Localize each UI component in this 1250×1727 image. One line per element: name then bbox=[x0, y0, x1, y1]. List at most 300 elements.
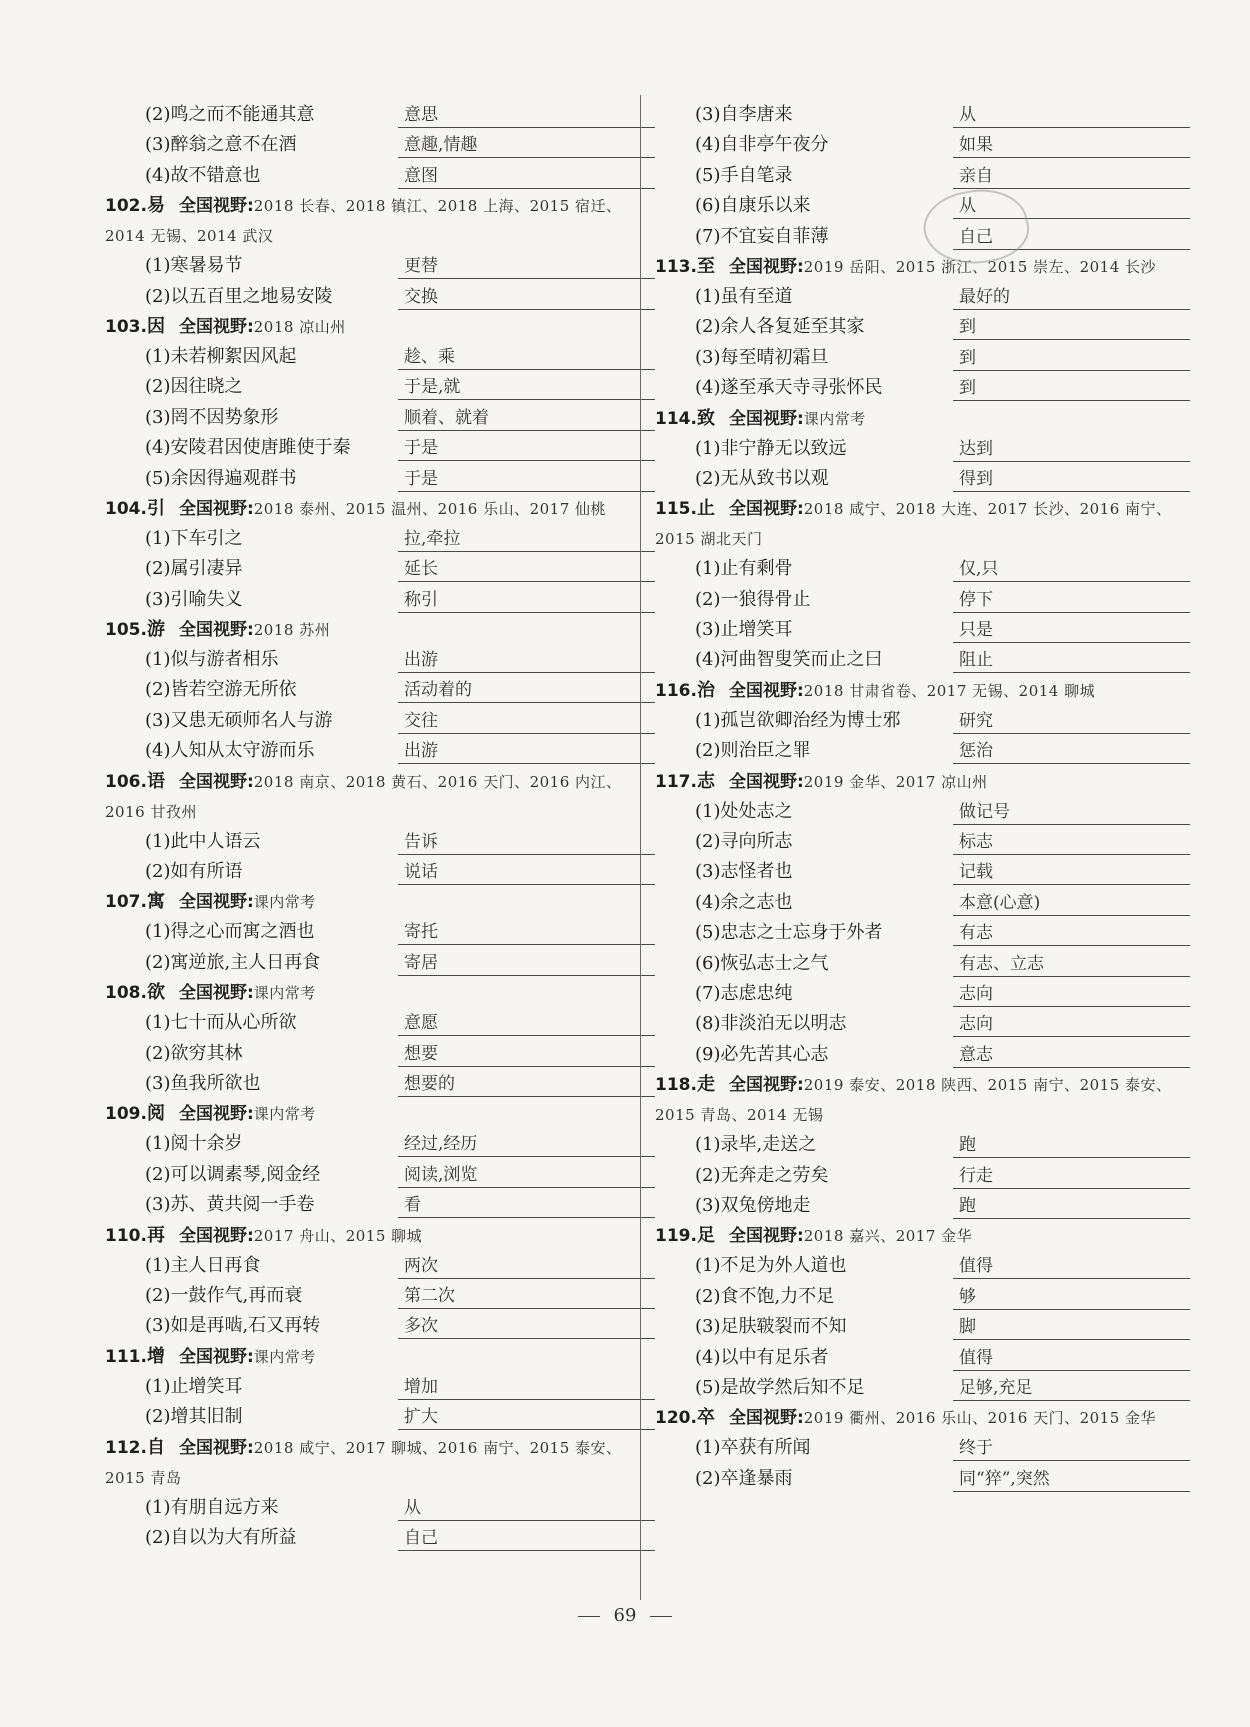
example-row bbox=[105, 706, 655, 736]
example-sentence: (4)故不错意也 bbox=[145, 164, 261, 186]
example-row bbox=[655, 130, 1190, 160]
entry-tag: 全国视野: bbox=[728, 1075, 804, 1096]
answer-blank: 停下 bbox=[953, 588, 1190, 613]
entry-tag: 全国视野: bbox=[178, 1346, 254, 1367]
example-sentence: (3)如是再啮,石又再转 bbox=[145, 1315, 321, 1337]
example-sentence: (1)止有剩骨 bbox=[695, 558, 793, 580]
answer-blank: 有志、立志 bbox=[953, 952, 1190, 977]
example-row bbox=[105, 1069, 655, 1099]
answer-blank: 终于 bbox=[953, 1436, 1190, 1461]
entry-tag: 全国视野: bbox=[178, 620, 254, 641]
dash-left bbox=[578, 1616, 600, 1617]
example-sentence: (1)寒暑易节 bbox=[145, 255, 243, 277]
entry-number: 118. bbox=[655, 1075, 697, 1096]
answer-blank: 同“猝”,突然 bbox=[953, 1467, 1190, 1492]
entry-character: 欲 bbox=[146, 982, 165, 1004]
example-row bbox=[105, 1008, 655, 1038]
entry-tag: 全国视野: bbox=[728, 1226, 804, 1247]
answer-blank: 脚 bbox=[953, 1315, 1190, 1340]
entry-sources: 2019 金华、2017 凉山州 bbox=[803, 772, 988, 791]
example-sentence: (2)可以调素琴,阅金经 bbox=[145, 1163, 321, 1185]
answer-blank: 最好的 bbox=[953, 285, 1190, 310]
example-row bbox=[105, 948, 655, 978]
example-sentence: (1)录毕,走送之 bbox=[695, 1134, 817, 1156]
example-sentence: (3)足肤皲裂而不知 bbox=[695, 1316, 847, 1338]
example-sentence: (2)增其旧制 bbox=[145, 1406, 243, 1428]
answer-blank: 说话 bbox=[398, 860, 655, 885]
entry-heading bbox=[105, 1433, 655, 1493]
example-row bbox=[105, 1402, 655, 1432]
entry-heading bbox=[655, 1403, 1190, 1433]
entry-tag: 全国视野: bbox=[728, 499, 804, 520]
example-row bbox=[105, 554, 655, 584]
example-row bbox=[105, 645, 655, 675]
example-sentence: (4)安陵君因使唐雎使于秦 bbox=[145, 437, 351, 459]
example-row bbox=[105, 372, 655, 402]
entry-number: 111. bbox=[105, 1346, 147, 1367]
answer-blank: 到 bbox=[953, 315, 1190, 340]
entry-number: 110. bbox=[105, 1225, 147, 1246]
answer-blank: 增加 bbox=[398, 1375, 655, 1400]
example-row bbox=[105, 161, 655, 191]
example-row bbox=[105, 1039, 655, 1069]
entry-heading bbox=[655, 404, 1190, 434]
example-sentence: (2)自以为大有所益 bbox=[145, 1526, 297, 1548]
entry-heading bbox=[105, 615, 655, 645]
answer-blank: 意愿 bbox=[398, 1011, 655, 1036]
entry-heading bbox=[655, 494, 1190, 554]
example-sentence: (3)双兔傍地走 bbox=[695, 1194, 811, 1216]
example-sentence: (2)以五百里之地易安陵 bbox=[145, 285, 333, 307]
example-sentence: (4)河曲智叟笑而止之曰 bbox=[695, 649, 883, 671]
answer-blank: 阅读,浏览 bbox=[398, 1163, 655, 1188]
example-row bbox=[105, 917, 655, 947]
example-row bbox=[655, 1040, 1190, 1070]
answer-blank: 只是 bbox=[953, 618, 1190, 643]
answer-blank: 看 bbox=[398, 1193, 655, 1218]
entry-character: 卒 bbox=[696, 1407, 715, 1429]
entry-character: 增 bbox=[146, 1345, 165, 1367]
answer-blank: 仅,只 bbox=[953, 557, 1190, 582]
answer-blank: 交往 bbox=[398, 709, 655, 734]
example-sentence: (3)每至晴初霜旦 bbox=[695, 346, 829, 368]
entry-character: 治 bbox=[696, 679, 715, 701]
answer-blank: 意志 bbox=[953, 1043, 1190, 1068]
answer-blank: 本意(心意) bbox=[953, 891, 1190, 916]
entry-character: 致 bbox=[696, 407, 715, 429]
example-row bbox=[655, 554, 1190, 584]
example-sentence: (1)有朋自远方来 bbox=[145, 1496, 279, 1518]
example-sentence: (3)止增笑耳 bbox=[695, 619, 793, 641]
example-sentence: (8)非淡泊无以明志 bbox=[695, 1013, 847, 1035]
example-sentence: (9)必先苦其心志 bbox=[695, 1043, 829, 1065]
answer-blank: 于是 bbox=[398, 436, 655, 461]
entry-character: 寓 bbox=[146, 891, 165, 913]
answer-blank: 活动着的 bbox=[398, 678, 655, 703]
answer-blank: 意趣,情趣 bbox=[398, 133, 655, 158]
example-sentence: (1)卒获有所闻 bbox=[695, 1437, 811, 1459]
example-sentence: (4)余之志也 bbox=[695, 891, 793, 913]
entry-character: 阅 bbox=[146, 1103, 165, 1125]
entry-number: 103. bbox=[105, 316, 147, 337]
entry-sources: 课内常考 bbox=[803, 409, 866, 428]
answer-blank: 到 bbox=[953, 376, 1190, 401]
example-row bbox=[655, 373, 1190, 403]
example-row bbox=[655, 1251, 1190, 1281]
example-row bbox=[655, 1464, 1190, 1494]
entry-number: 117. bbox=[655, 771, 697, 792]
entry-sources: 2018 长春、2018 镇江、2018 上海、2015 宿迁、2014 无锡、2014 武汉 bbox=[105, 197, 622, 246]
entry-sources: 2018 嘉兴、2017 金华 bbox=[803, 1227, 973, 1246]
entry-number: 112. bbox=[105, 1437, 147, 1458]
entry-heading bbox=[105, 191, 655, 251]
entry-heading bbox=[655, 1221, 1190, 1251]
example-row bbox=[655, 312, 1190, 342]
entry-heading bbox=[655, 676, 1190, 706]
example-row bbox=[655, 615, 1190, 645]
example-row bbox=[655, 464, 1190, 494]
answer-blank: 行走 bbox=[953, 1164, 1190, 1189]
entry-tag: 全国视野: bbox=[178, 498, 254, 519]
example-sentence: (3)醉翁之意不在酒 bbox=[145, 134, 297, 156]
example-row bbox=[655, 1130, 1190, 1160]
answer-blank: 亲自 bbox=[953, 164, 1190, 189]
example-row bbox=[655, 191, 1190, 221]
answer-blank: 值得 bbox=[953, 1346, 1190, 1371]
example-sentence: (3)又患无硕师名人与游 bbox=[145, 709, 333, 731]
entry-sources: 2019 衢州、2016 乐山、2016 天门、2015 金华 bbox=[803, 1409, 1157, 1428]
entry-sources: 2018 咸宁、2018 大连、2017 长沙、2016 南宁、2015 湖北天门 bbox=[655, 500, 1172, 549]
example-sentence: (2)鸣之而不能通其意 bbox=[145, 104, 315, 125]
answer-blank: 想要 bbox=[398, 1042, 655, 1067]
example-sentence: (2)卒逢暴雨 bbox=[695, 1467, 793, 1489]
example-row bbox=[655, 1373, 1190, 1403]
example-sentence: (2)因往晓之 bbox=[145, 376, 243, 398]
entry-tag: 全国视野: bbox=[178, 1437, 254, 1458]
example-sentence: (4)以中有足乐者 bbox=[695, 1346, 829, 1368]
answer-blank: 足够,充足 bbox=[953, 1376, 1190, 1401]
answer-blank: 趁、乘 bbox=[398, 345, 655, 370]
example-sentence: (4)遂至承天寺寻张怀民 bbox=[695, 377, 883, 399]
answer-blank: 阻止 bbox=[953, 648, 1190, 673]
answer-blank: 惩治 bbox=[953, 739, 1190, 764]
entry-character: 足 bbox=[696, 1225, 715, 1247]
example-row bbox=[105, 1281, 655, 1311]
example-sentence: (4)自非亭午夜分 bbox=[695, 134, 829, 156]
answer-blank: 称引 bbox=[398, 588, 655, 613]
example-sentence: (1)止增笑耳 bbox=[145, 1375, 243, 1397]
entry-sources: 2018 咸宁、2017 聊城、2016 南宁、2015 泰安、2015 青岛 bbox=[105, 1438, 622, 1487]
entry-tag: 全国视野: bbox=[728, 680, 804, 701]
entry-heading bbox=[105, 767, 655, 827]
example-row bbox=[655, 1191, 1190, 1221]
answer-blank: 得到 bbox=[953, 467, 1190, 492]
entry-sources: 2019 岳阳、2015 浙江、2015 崇左、2014 长沙 bbox=[803, 257, 1157, 276]
entry-character: 自 bbox=[146, 1436, 165, 1458]
answer-blank: 于是 bbox=[398, 467, 655, 492]
example-sentence: (3)引喻失义 bbox=[145, 588, 243, 610]
example-row bbox=[105, 1251, 655, 1281]
entry-tag: 全国视野: bbox=[178, 196, 254, 217]
entry-character: 因 bbox=[146, 315, 165, 337]
example-sentence: (5)忠志之士忘身于外者 bbox=[695, 922, 883, 944]
entry-number: 113. bbox=[655, 256, 697, 277]
example-sentence: (7)志虑忠纯 bbox=[695, 982, 793, 1004]
answer-blank: 跑 bbox=[953, 1133, 1190, 1158]
example-sentence: (6)自康乐以来 bbox=[695, 195, 811, 217]
entry-sources: 2018 南京、2018 黄石、2016 天门、2016 内江、2016 甘孜州 bbox=[105, 772, 622, 821]
entry-tag: 全国视野: bbox=[728, 771, 804, 792]
entry-tag: 全国视野: bbox=[728, 1408, 804, 1429]
entry-tag: 全国视野: bbox=[178, 983, 254, 1004]
example-row bbox=[105, 857, 655, 887]
example-row bbox=[655, 736, 1190, 766]
entry-character: 走 bbox=[696, 1074, 715, 1096]
example-row bbox=[655, 797, 1190, 827]
example-sentence: (3)志怪者也 bbox=[695, 861, 793, 883]
example-row bbox=[105, 433, 655, 463]
entry-number: 114. bbox=[655, 408, 697, 429]
example-row bbox=[655, 282, 1190, 312]
example-row bbox=[105, 1493, 655, 1523]
entry-sources: 课内常考 bbox=[253, 1105, 316, 1124]
example-row bbox=[105, 736, 655, 766]
answer-blank: 从 bbox=[953, 194, 1190, 219]
answer-blank: 交换 bbox=[398, 285, 655, 310]
entry-number: 105. bbox=[105, 620, 147, 641]
entry-number: 107. bbox=[105, 892, 147, 913]
example-sentence: (3)罔不因势象形 bbox=[145, 406, 279, 428]
example-row bbox=[655, 645, 1190, 675]
example-row bbox=[105, 251, 655, 281]
entry-character: 志 bbox=[696, 770, 715, 792]
example-row bbox=[655, 343, 1190, 373]
entry-heading bbox=[655, 252, 1190, 282]
answer-blank: 达到 bbox=[953, 437, 1190, 462]
example-sentence: (1)非宁静无以致远 bbox=[695, 437, 847, 459]
answer-blank: 如果 bbox=[953, 133, 1190, 158]
entry-sources: 2018 甘肃省卷、2017 无锡、2014 聊城 bbox=[803, 681, 1096, 700]
example-row bbox=[105, 1372, 655, 1402]
example-sentence: (2)一狼得骨止 bbox=[695, 588, 811, 610]
example-row bbox=[655, 585, 1190, 615]
answer-blank: 拉,牵拉 bbox=[398, 527, 655, 552]
entry-heading bbox=[655, 1070, 1190, 1130]
entry-tag: 全国视野: bbox=[178, 1225, 254, 1246]
entry-character: 引 bbox=[146, 497, 165, 519]
example-row bbox=[105, 1190, 655, 1220]
example-sentence: (1)此中人语云 bbox=[145, 830, 261, 852]
answer-blank: 延长 bbox=[398, 557, 655, 582]
answer-blank: 跑 bbox=[953, 1194, 1190, 1219]
example-row bbox=[655, 827, 1190, 857]
entry-number: 115. bbox=[655, 499, 697, 520]
entry-sources: 2019 泰安、2018 陕西、2015 南宁、2015 泰安、2015 青岛、2014 无锡 bbox=[655, 1076, 1172, 1125]
example-row bbox=[105, 1311, 655, 1341]
entry-sources: 2018 泰州、2015 温州、2016 乐山、2017 仙桃 bbox=[253, 499, 607, 518]
example-row bbox=[105, 130, 655, 160]
example-sentence: (6)恢弘志士之气 bbox=[695, 952, 829, 974]
entry-number: 109. bbox=[105, 1104, 147, 1125]
example-row bbox=[655, 1343, 1190, 1373]
example-sentence: (2)无从致书以观 bbox=[695, 467, 829, 489]
example-sentence: (2)属引凄异 bbox=[145, 558, 243, 580]
entry-sources: 课内常考 bbox=[253, 893, 316, 912]
example-sentence: (5)余因得遍观群书 bbox=[145, 467, 297, 489]
answer-blank: 出游 bbox=[398, 648, 655, 673]
answer-blank: 值得 bbox=[953, 1254, 1190, 1279]
answer-blank: 两次 bbox=[398, 1254, 655, 1279]
example-sentence: (1)孤岂欲卿治经为博士邪 bbox=[695, 709, 901, 731]
example-sentence: (1)未若柳絮因风起 bbox=[145, 345, 297, 367]
example-row bbox=[655, 1009, 1190, 1039]
example-sentence: (2)则治臣之罪 bbox=[695, 740, 811, 762]
answer-blank: 第二次 bbox=[398, 1284, 655, 1309]
entry-heading bbox=[105, 1099, 655, 1129]
entry-number: 102. bbox=[105, 196, 147, 217]
answer-blank: 出游 bbox=[398, 739, 655, 764]
entry-number: 116. bbox=[655, 680, 697, 701]
example-row bbox=[105, 403, 655, 433]
example-sentence: (1)不足为外人道也 bbox=[695, 1255, 847, 1277]
entry-heading bbox=[105, 978, 655, 1008]
entry-heading bbox=[105, 887, 655, 917]
example-row bbox=[105, 1129, 655, 1159]
dash-right bbox=[650, 1616, 672, 1617]
example-sentence: (1)似与游者相乐 bbox=[145, 649, 279, 671]
answer-blank: 意图 bbox=[398, 164, 655, 189]
entry-heading bbox=[105, 494, 655, 524]
example-sentence: (2)寓逆旅,主人日再食 bbox=[145, 951, 321, 973]
answer-blank: 告诉 bbox=[398, 830, 655, 855]
answer-blank: 自己 bbox=[953, 225, 1190, 250]
example-sentence: (1)处处志之 bbox=[695, 800, 793, 822]
entry-number: 108. bbox=[105, 983, 147, 1004]
example-row bbox=[655, 1312, 1190, 1342]
example-row bbox=[655, 434, 1190, 464]
example-sentence: (3)鱼我所欲也 bbox=[145, 1072, 261, 1094]
entry-character: 止 bbox=[696, 498, 715, 520]
example-row bbox=[105, 1160, 655, 1190]
entry-heading bbox=[655, 767, 1190, 797]
example-row bbox=[105, 282, 655, 312]
answer-blank: 研究 bbox=[953, 709, 1190, 734]
example-row bbox=[105, 1523, 655, 1553]
answer-blank: 记载 bbox=[953, 860, 1190, 885]
column-divider bbox=[640, 95, 641, 1600]
answer-blank: 志向 bbox=[953, 982, 1190, 1007]
entry-sources: 2017 舟山、2015 聊城 bbox=[253, 1226, 423, 1245]
entry-tag: 全国视野: bbox=[178, 771, 254, 792]
answer-blank: 于是,就 bbox=[398, 375, 655, 400]
entry-tag: 全国视野: bbox=[178, 892, 254, 913]
answer-blank: 志向 bbox=[953, 1012, 1190, 1037]
example-sentence: (2)一鼓作气,再而衰 bbox=[145, 1284, 303, 1306]
example-row bbox=[655, 1282, 1190, 1312]
answer-blank: 寄托 bbox=[398, 920, 655, 945]
answer-blank: 寄居 bbox=[398, 951, 655, 976]
example-row bbox=[105, 585, 655, 615]
example-sentence: (2)余人各复延至其家 bbox=[695, 316, 865, 338]
answer-blank: 想要的 bbox=[398, 1072, 655, 1097]
right-column bbox=[655, 100, 1190, 1494]
entry-sources: 课内常考 bbox=[253, 1347, 316, 1366]
example-row bbox=[655, 161, 1190, 191]
entry-number: 104. bbox=[105, 498, 147, 519]
entry-sources: 课内常考 bbox=[253, 984, 316, 1003]
entry-character: 至 bbox=[696, 255, 715, 277]
entry-number: 106. bbox=[105, 771, 147, 792]
entry-sources: 2018 苏州 bbox=[253, 621, 331, 640]
answer-blank: 更替 bbox=[398, 254, 655, 279]
example-sentence: (7)不宜妄自菲薄 bbox=[695, 225, 829, 247]
answer-blank: 到 bbox=[953, 346, 1190, 371]
example-sentence: (2)无奔走之劳矣 bbox=[695, 1164, 829, 1186]
answer-blank: 够 bbox=[953, 1285, 1190, 1310]
example-row bbox=[105, 827, 655, 857]
entry-character: 语 bbox=[146, 770, 165, 792]
example-sentence: (3)苏、黄共阅一手卷 bbox=[145, 1194, 315, 1216]
entry-tag: 全国视野: bbox=[178, 1104, 254, 1125]
example-sentence: (1)主人日再食 bbox=[145, 1254, 261, 1276]
example-row bbox=[655, 888, 1190, 918]
example-row bbox=[105, 524, 655, 554]
entry-number: 119. bbox=[655, 1226, 697, 1247]
example-sentence: (1)阅十余岁 bbox=[145, 1133, 243, 1155]
answer-blank: 从 bbox=[398, 1496, 655, 1521]
example-sentence: (2)皆若空游无所依 bbox=[145, 679, 297, 701]
example-row bbox=[105, 342, 655, 372]
entry-heading bbox=[105, 1342, 655, 1372]
entry-heading bbox=[105, 1221, 655, 1251]
page-number: 69 bbox=[0, 1605, 1250, 1626]
example-sentence: (1)虽有至道 bbox=[695, 285, 793, 307]
example-sentence: (1)七十而从心所欲 bbox=[145, 1012, 297, 1034]
example-row bbox=[655, 706, 1190, 736]
example-row bbox=[105, 100, 655, 130]
example-row bbox=[655, 1161, 1190, 1191]
answer-blank: 标志 bbox=[953, 830, 1190, 855]
answer-blank: 意思 bbox=[398, 103, 655, 128]
example-row bbox=[655, 857, 1190, 887]
answer-blank: 从 bbox=[953, 103, 1190, 128]
answer-blank: 扩大 bbox=[398, 1405, 655, 1430]
example-row bbox=[105, 464, 655, 494]
example-sentence: (1)得之心而寓之酒也 bbox=[145, 921, 315, 943]
answer-blank: 有志 bbox=[953, 921, 1190, 946]
example-sentence: (3)自李唐来 bbox=[695, 104, 793, 125]
answer-blank: 经过,经历 bbox=[398, 1132, 655, 1157]
example-row bbox=[655, 949, 1190, 979]
example-sentence: (2)欲穷其林 bbox=[145, 1042, 243, 1064]
example-sentence: (2)食不饱,力不足 bbox=[695, 1285, 835, 1307]
answer-blank: 做记号 bbox=[953, 800, 1190, 825]
entry-tag: 全国视野: bbox=[728, 408, 804, 429]
example-sentence: (1)下车引之 bbox=[145, 527, 243, 549]
example-row bbox=[655, 979, 1190, 1009]
entry-character: 易 bbox=[146, 195, 165, 217]
entry-character: 游 bbox=[146, 619, 165, 641]
example-sentence: (5)是故学然后知不足 bbox=[695, 1376, 865, 1398]
example-sentence: (4)人知从太守游而乐 bbox=[145, 740, 315, 762]
entry-character: 再 bbox=[146, 1224, 165, 1246]
answer-blank: 自己 bbox=[398, 1526, 655, 1551]
example-sentence: (5)手自笔录 bbox=[695, 164, 793, 186]
example-row bbox=[655, 918, 1190, 948]
answer-blank: 顺着、就着 bbox=[398, 406, 655, 431]
example-row bbox=[655, 1433, 1190, 1463]
answer-blank: 多次 bbox=[398, 1314, 655, 1339]
